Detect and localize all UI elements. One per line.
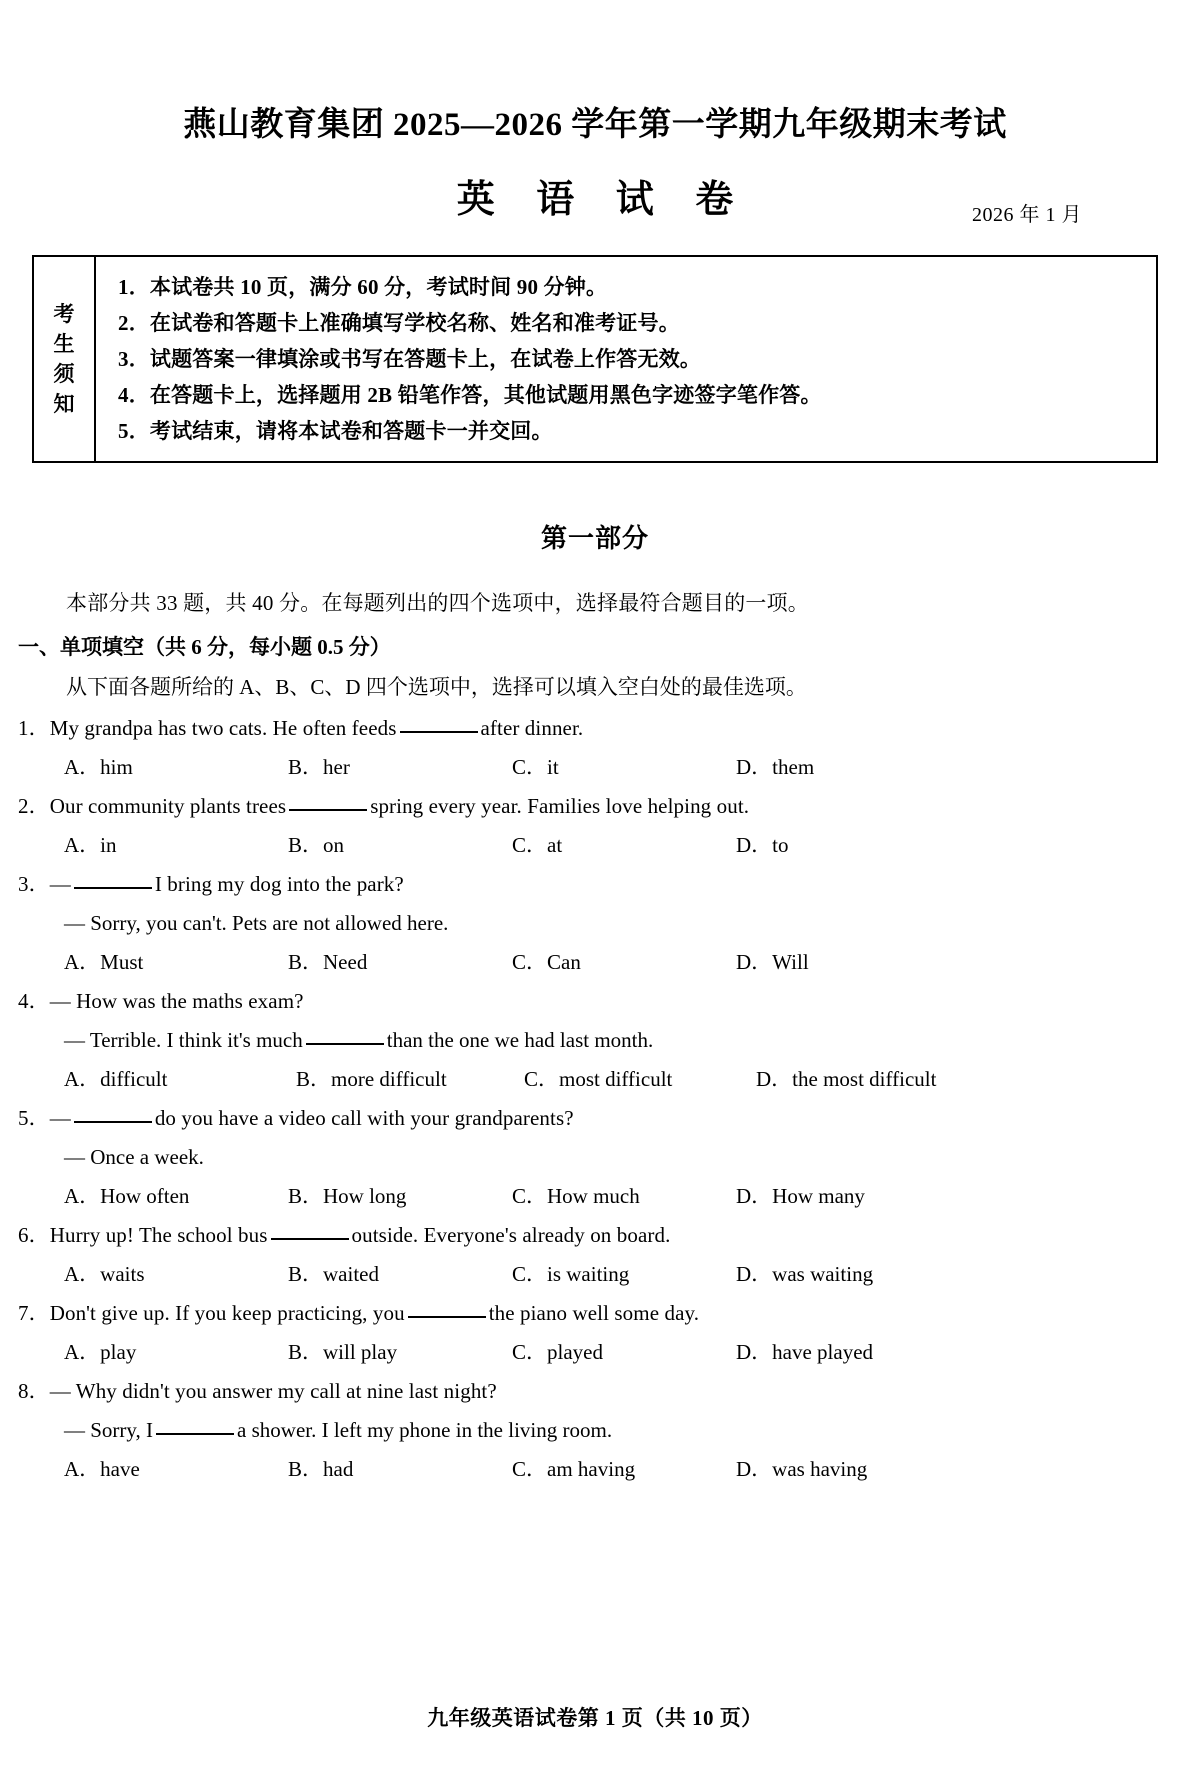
- question-item: [0, 1099, 1190, 1216]
- notice-label-char-2: 生: [53, 332, 75, 356]
- reply-before: — Terrible. I think it's much: [64, 1028, 303, 1052]
- option-c[interactable]: C．played: [512, 1340, 603, 1364]
- stem-before: Hurry up! The school bus: [49, 1223, 268, 1247]
- option-row: [18, 1060, 1190, 1099]
- reply-after: a shower. I left my phone in the living room.: [237, 1418, 613, 1442]
- page-footer: 九年级英语试卷第 1 页（共 10 页）: [427, 1706, 763, 1730]
- option-c[interactable]: C．most difficult: [524, 1067, 673, 1091]
- question-reply: — Once a week.: [64, 1145, 204, 1169]
- option-d[interactable]: D．to: [736, 833, 789, 857]
- answer-blank[interactable]: [408, 1316, 486, 1318]
- stem-after: do you have a video call with your grandparents?: [154, 1106, 574, 1130]
- question-reply: [18, 1021, 1190, 1060]
- question-stem: [18, 709, 1190, 748]
- option-d[interactable]: D．Will: [736, 950, 809, 974]
- option-a[interactable]: A．have: [64, 1457, 140, 1481]
- option-b[interactable]: B．will play: [288, 1340, 398, 1364]
- option-a[interactable]: A．difficult: [64, 1067, 168, 1091]
- option-row: [18, 1450, 1190, 1489]
- notice-item: 2．在试卷和答题卡上准确填写学校名称、姓名和准考证号。: [118, 311, 680, 335]
- question-number: 4．: [18, 989, 50, 1013]
- question-number: 8．: [18, 1379, 50, 1403]
- stem-plain: — How was the maths exam?: [49, 989, 304, 1013]
- notice-label: [34, 257, 96, 461]
- stem-after: after dinner.: [480, 716, 584, 740]
- notice-label-char-3: 须: [53, 362, 75, 386]
- option-a[interactable]: A．in: [64, 833, 117, 857]
- candidate-notice-box: [32, 255, 1158, 463]
- stem-before: Don't give up. If you keep practicing, you: [49, 1301, 405, 1325]
- option-a[interactable]: A．waits: [64, 1262, 145, 1286]
- answer-blank[interactable]: [306, 1043, 384, 1045]
- exam-title: 燕山教育集团 2025—2026 学年第一学期九年级期末考试: [183, 107, 1007, 143]
- stem-after: outside. Everyone's already on board.: [351, 1223, 671, 1247]
- question-stem: [18, 787, 1190, 826]
- question-list: [0, 709, 1190, 1489]
- question-reply: [18, 1411, 1190, 1450]
- notice-item: 4．在答题卡上，选择题用 2B 铅笔作答，其他试题用黑色字迹签字笔作答。: [118, 383, 822, 407]
- answer-blank[interactable]: [271, 1238, 349, 1240]
- question-item: [0, 1294, 1190, 1372]
- stem-plain: — Why didn't you answer my call at nine last night?: [49, 1379, 497, 1403]
- paper-name: 英 语 试 卷: [456, 179, 750, 221]
- option-b[interactable]: B．Need: [288, 950, 368, 974]
- option-b[interactable]: B．more difficult: [296, 1067, 447, 1091]
- part-heading: 第一部分: [540, 524, 649, 553]
- option-c[interactable]: C．is waiting: [512, 1262, 630, 1286]
- question-item: [0, 1216, 1190, 1294]
- question-item: [0, 1372, 1190, 1489]
- option-row: [18, 826, 1190, 865]
- stem-before: —: [49, 872, 71, 896]
- question-stem: [18, 865, 1190, 904]
- option-row: [18, 1333, 1190, 1372]
- paper-title-row: [0, 175, 1190, 229]
- option-c[interactable]: C．it: [512, 755, 559, 779]
- option-row: [18, 1255, 1190, 1294]
- option-b[interactable]: B．her: [288, 755, 350, 779]
- notice-label-char-1: 考: [53, 302, 75, 326]
- reply-before: — Sorry, I: [64, 1418, 154, 1442]
- question-stem: [18, 1216, 1190, 1255]
- question-item: [0, 865, 1190, 982]
- option-c[interactable]: C．am having: [512, 1457, 636, 1481]
- notice-item: 3．试题答案一律填涂或书写在答题卡上，在试卷上作答无效。: [118, 347, 702, 371]
- answer-blank[interactable]: [74, 887, 152, 889]
- option-c[interactable]: C．How much: [512, 1184, 640, 1208]
- answer-blank[interactable]: [400, 731, 478, 733]
- question-stem: [18, 982, 1190, 1021]
- reply-after: than the one we had last month.: [386, 1028, 654, 1052]
- question-item: [0, 709, 1190, 787]
- stem-after: the piano well some day.: [488, 1301, 700, 1325]
- answer-blank[interactable]: [156, 1433, 234, 1435]
- question-number: 2．: [18, 794, 50, 818]
- stem-before: My grandpa has two cats. He often feeds: [49, 716, 397, 740]
- answer-blank[interactable]: [289, 809, 367, 811]
- option-c[interactable]: C．Can: [512, 950, 581, 974]
- option-d[interactable]: D．them: [736, 755, 815, 779]
- option-d[interactable]: D．have played: [736, 1340, 874, 1364]
- question-number: 5．: [18, 1106, 50, 1130]
- question-number: 6．: [18, 1223, 50, 1247]
- stem-before: —: [49, 1106, 71, 1130]
- option-d[interactable]: D．the most difficult: [756, 1067, 937, 1091]
- option-b[interactable]: B．on: [288, 833, 345, 857]
- option-c[interactable]: C．at: [512, 833, 563, 857]
- part-description: 本部分共 33 题，共 40 分。在每题列出的四个选项中，选择最符合题目的一项。: [66, 591, 809, 615]
- question-item: [0, 982, 1190, 1099]
- stem-before: Our community plants trees: [49, 794, 287, 818]
- option-a[interactable]: A．play: [64, 1340, 137, 1364]
- section-description: 从下面各题所给的 A、B、C、D 四个选项中，选择可以填入空白处的最佳选项。: [66, 675, 807, 699]
- option-a[interactable]: A．Must: [64, 950, 144, 974]
- stem-after: I bring my dog into the park?: [154, 872, 404, 896]
- notice-item: 1．本试卷共 10 页，满分 60 分，考试时间 90 分钟。: [118, 275, 608, 299]
- question-number: 3．: [18, 872, 50, 896]
- option-a[interactable]: A．him: [64, 755, 133, 779]
- question-stem: [18, 1372, 1190, 1411]
- option-row: [18, 748, 1190, 787]
- question-stem: [18, 1294, 1190, 1333]
- notice-list: [96, 257, 1156, 461]
- question-reply: — Sorry, you can't. Pets are not allowed here.: [64, 911, 449, 935]
- option-d[interactable]: D．How many: [736, 1184, 865, 1208]
- option-b[interactable]: B．had: [288, 1457, 354, 1481]
- option-d[interactable]: D．was having: [736, 1457, 868, 1481]
- option-row: [18, 943, 1190, 982]
- notice-item: 5．考试结束，请将本试卷和答题卡一并交回。: [118, 419, 553, 443]
- question-item: [0, 787, 1190, 865]
- option-row: [18, 1177, 1190, 1216]
- option-d[interactable]: D．was waiting: [736, 1262, 874, 1286]
- section-title: 一、单项填空（共 6 分，每小题 0.5 分）: [18, 635, 391, 659]
- exam-date: 2026 年 1 月: [972, 204, 1082, 226]
- question-stem: [18, 1099, 1190, 1138]
- option-b[interactable]: B．waited: [288, 1262, 379, 1286]
- answer-blank[interactable]: [74, 1121, 152, 1123]
- question-number: 1．: [18, 716, 50, 740]
- question-number: 7．: [18, 1301, 50, 1325]
- notice-label-char-4: 知: [53, 392, 75, 416]
- stem-after: spring every year. Families love helping out.: [370, 794, 750, 818]
- option-a[interactable]: A．How often: [64, 1184, 190, 1208]
- option-b[interactable]: B．How long: [288, 1184, 407, 1208]
